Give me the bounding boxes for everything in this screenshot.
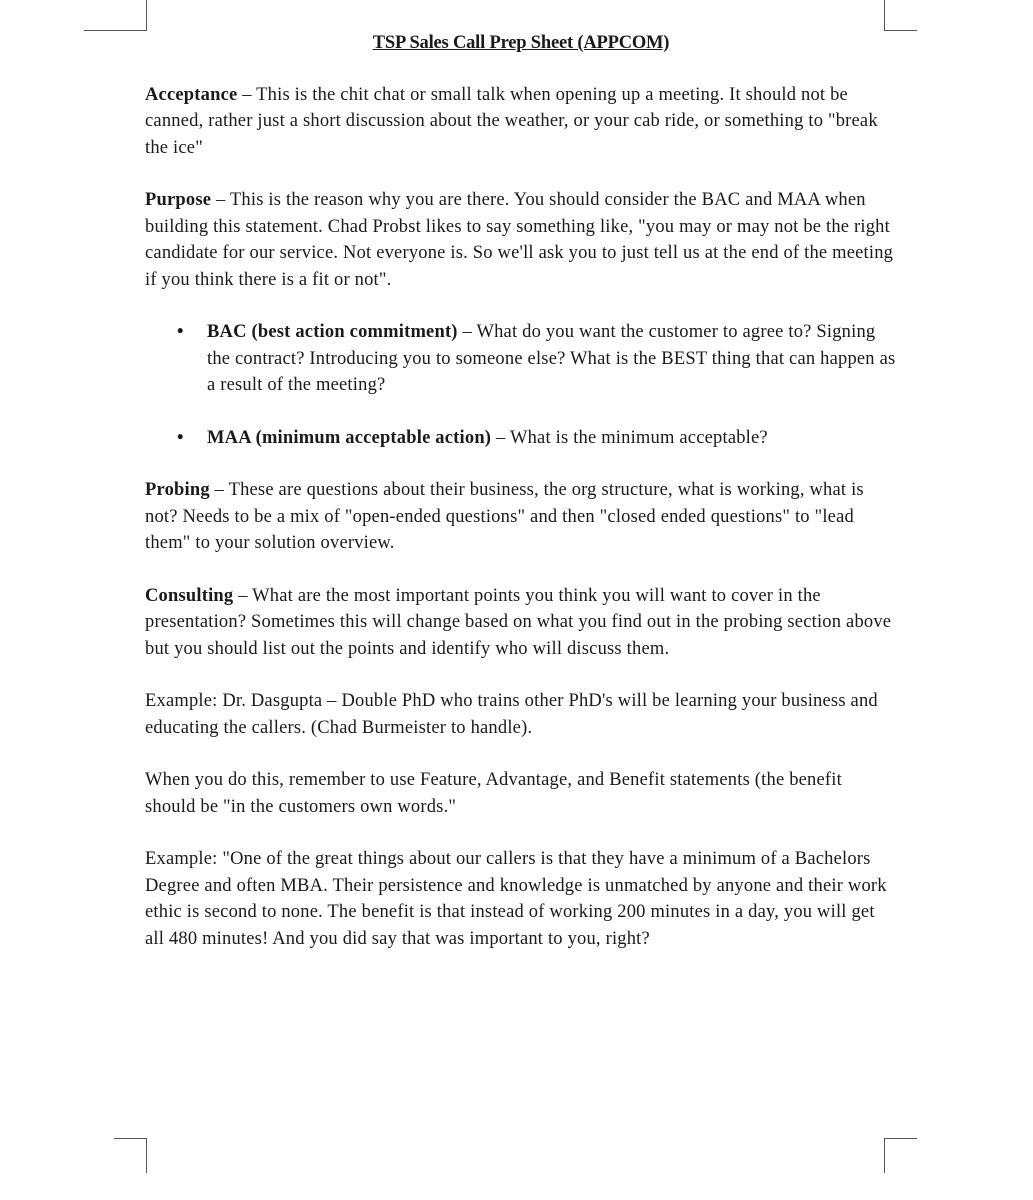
fab-paragraph: When you do this, remember to use Feature, Advantage, and Benefit statements (the benefit should be "in the customers own words."	[145, 770, 842, 817]
purpose-paragraph	[145, 187, 897, 293]
bullet-item-maa	[177, 425, 897, 452]
probing-paragraph	[145, 477, 897, 557]
document-title: TSP Sales Call Prep Sheet (APPCOM)	[372, 33, 670, 53]
consulting-paragraph	[145, 583, 897, 663]
crop-mark-bottom-left	[114, 1138, 147, 1173]
maa-term: MAA (minimum acceptable action)	[207, 427, 492, 448]
bac-text: – What do you want the customer to agree to? Signing the contract? Introducing you to someone else? What is the BEST thing that can happen as a result of the meeting?	[207, 322, 896, 395]
consulting-text: – What are the most important points you think you will want to cover in the presentation? Sometimes this will change based on what you find out in the probing section above but you should list out the points and identify who will discuss them.	[145, 585, 892, 659]
crop-mark-top-right	[884, 0, 917, 31]
crop-mark-top-left	[84, 0, 147, 31]
purpose-text: – This is the reason why you are there. You should consider the BAC and MAA when building this statement. Chad Probst likes to say something like, "you may or may not be the right candidate for our service. Not everyone is. So we'll ask you to just tell us at the end of the meeting if you think there is a fit or not".	[145, 190, 894, 290]
acceptance-text: – This is the chit chat or small talk when opening up a meeting. It should not be canned, rather just a short discussion about the weather, or your cab ride, or something to "break the ice"	[145, 84, 878, 158]
document-page	[145, 30, 897, 978]
probing-term: Probing	[145, 480, 210, 500]
acceptance-term: Acceptance	[145, 84, 238, 105]
bullet-list	[145, 319, 897, 451]
maa-text: – What is the minimum acceptable?	[491, 427, 768, 448]
purpose-term: Purpose	[145, 190, 212, 210]
bac-term: BAC (best action commitment)	[207, 322, 458, 342]
bullet-item-bac	[177, 319, 897, 399]
crop-mark-bottom-right	[884, 1138, 917, 1173]
bullet-icon: •	[177, 322, 184, 342]
consulting-term: Consulting	[145, 585, 234, 606]
bullet-icon: •	[177, 427, 184, 448]
example-1-paragraph: Example: Dr. Dasgupta – Double PhD who trains other PhD's will be learning your business and educating the callers. (Chad Burmeister to handle).	[145, 691, 878, 738]
acceptance-paragraph	[145, 82, 897, 162]
example-2-paragraph: Example: "One of the great things about our callers is that they have a minimum of a Bachelors Degree and often MBA. Their persistence and knowledge is unmatched by anyone and their work ethic is second to none. The benefit is that instead of working 200 minutes in a day, you will get all 480 minutes! And you did say that was important to you, right?	[145, 849, 887, 949]
probing-text: – These are questions about their business, the org structure, what is working, what is not? Needs to be a mix of "open-ended questions" and then "closed ended questions" to "lead them" to your solution overview.	[145, 480, 864, 553]
